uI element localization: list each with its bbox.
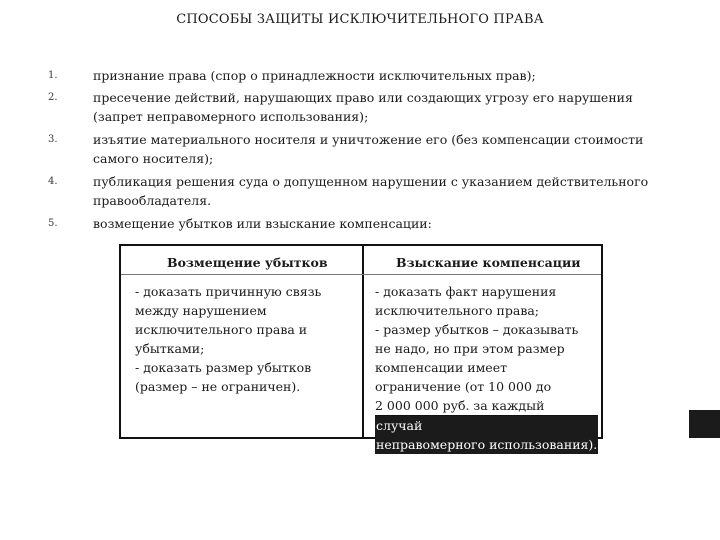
list-item-line: пресечение действий, нарушающих право или создающих угрозу его нарушения (93, 90, 633, 105)
list-item-line: признание права (спор о принадлежности исключительных прав); (93, 68, 536, 83)
cell-line: - доказать размер убытков (135, 360, 312, 375)
cell-line: - доказать факт нарушения (375, 284, 557, 299)
cell-line: исключительного права; (375, 303, 540, 318)
list-item-line: самого носителя); (93, 151, 214, 166)
list-item-number: 3. (48, 134, 58, 145)
list-item-number: 5. (48, 218, 58, 229)
compensation-cell (375, 282, 598, 454)
list-item-number: 4. (48, 176, 58, 187)
cell-line: компенсации имеет (375, 360, 508, 375)
list-item-number: 2. (48, 92, 58, 103)
cell-line: ограничение (от 10 000 до (375, 379, 552, 394)
list-item-line: возмещение убытков или взыскание компенсации: (93, 216, 432, 231)
cell-line (375, 435, 598, 454)
comparison-table (119, 244, 603, 452)
cell-line: - размер убытков – доказывать (375, 322, 579, 337)
cell-line (375, 396, 598, 435)
cell-line: исключительного права и (135, 322, 308, 337)
column-header-damages: Возмещение убытков (167, 255, 328, 270)
cell-line-text: 2 000 000 руб. за каждый (375, 396, 598, 416)
cell-line: (размер – не ограничен). (135, 379, 301, 394)
selected-text: случай (375, 416, 598, 435)
list-item-line: (запрет неправомерного использования); (93, 109, 369, 124)
cell-line: убытками; (135, 341, 205, 356)
column-header-compensation: Взыскание компенсации (396, 255, 581, 270)
list-item-line: правообладателя. (93, 193, 212, 208)
selection-overlay (689, 410, 720, 438)
cell-line: между нарушением (135, 303, 267, 318)
list-item-text (93, 130, 705, 168)
cell-line: - доказать причинную связь (135, 284, 322, 299)
list-item-number: 1. (48, 70, 58, 81)
selected-text: неправомерного использования). (376, 437, 598, 452)
list-item-line: изъятие материального носителя и уничтожение его (без компенсации стоимости (93, 132, 644, 147)
list-item-text (93, 172, 705, 210)
list-item-line: публикация решения суда о допущенном нарушении с указанием действительного (93, 174, 649, 189)
list-item-text (93, 88, 705, 126)
slide-title: СПОСОБЫ ЗАЩИТЫ ИСКЛЮЧИТЕЛЬНОГО ПРАВА (176, 12, 544, 27)
damages-cell (135, 282, 321, 396)
list-item-text (93, 66, 705, 85)
cell-line: не надо, но при этом размер (375, 341, 565, 356)
list-item-text (93, 214, 705, 233)
header-divider (121, 274, 601, 275)
